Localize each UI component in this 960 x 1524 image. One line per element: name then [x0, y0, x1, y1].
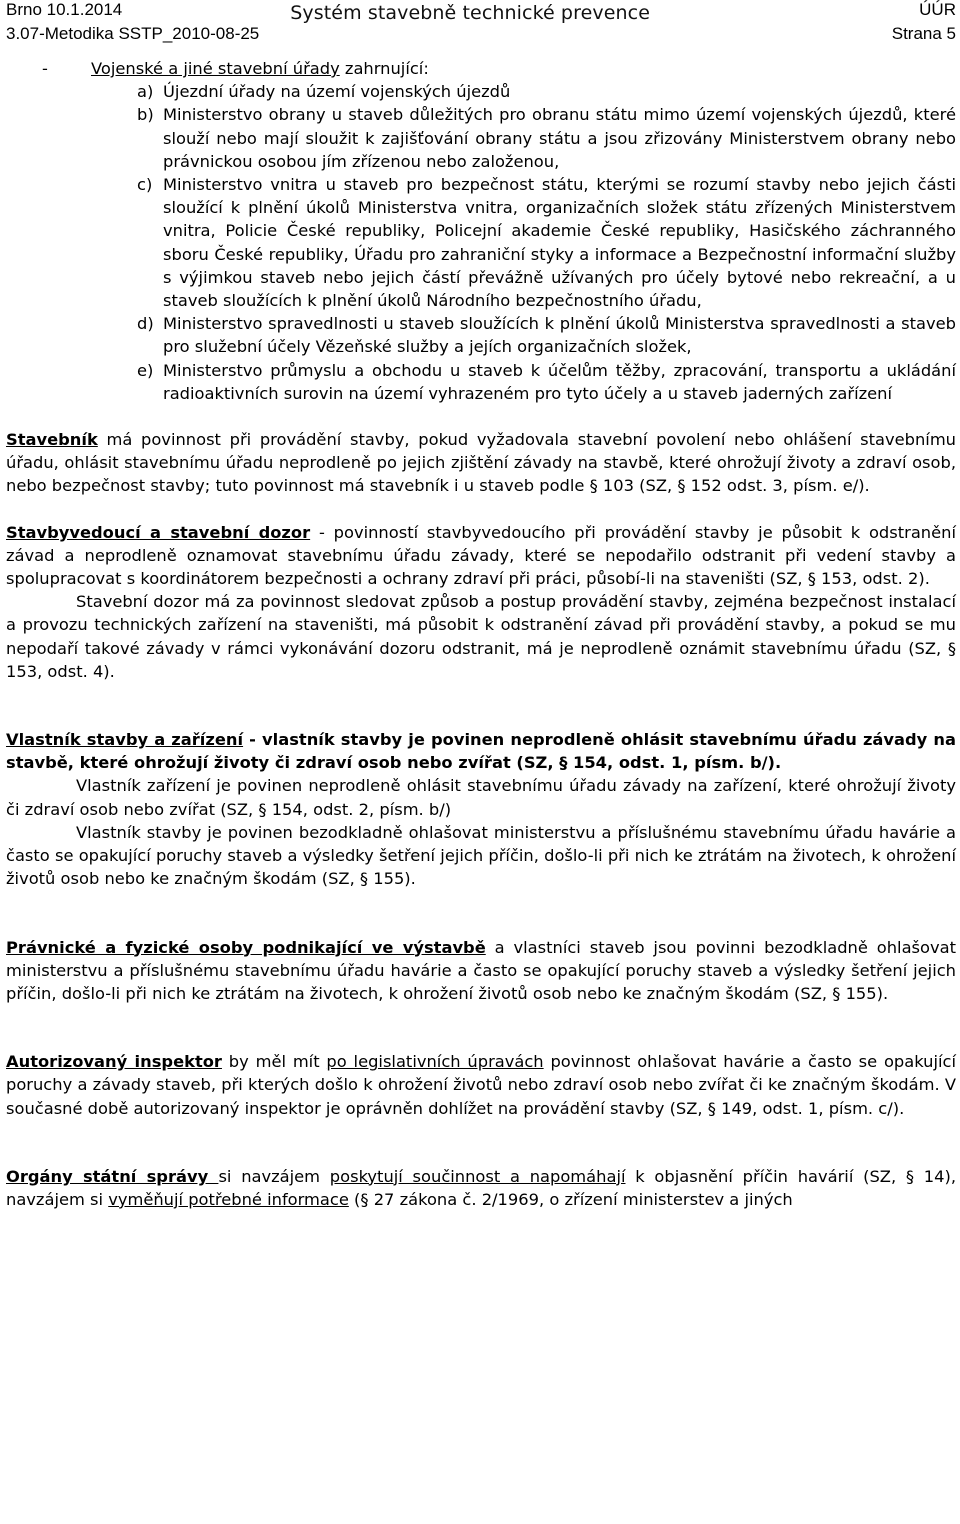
paragraph-text: má povinnost při provádění stavby, pokud vyžadovala stavební povolení nebo ohlášení stavebnímu úřadu, ohlásit stavebnímu úřadu neprodleně po jejich zjištění závady na stavbě, které ohrožují životy a zdraví osob, nebo bezpečnost stavby; tuto povinnost má stavebník i u staveb podle § 103 (SZ, § 152 odst. 3, písm. e/).	[6, 430, 956, 496]
paragraph-stavebni-dozor: Stavební dozor má za povinnost sledovat způsob a postup provádění stavby, zejména bezpečnost instalací a provozu technických zařízení na staveništi, má působit k odstranění závad při provádění stavby, a pokud se mu nepodaří takové závady v rámci vykonávání dozoru odstranit, má je neprodleně oznámit stavebnímu úřadu (SZ, § 153, odst. 4).	[6, 592, 956, 681]
list-item-text: Ministerstvo spravedlnosti u staveb sloužících k plnění úkolů Ministerstva spravedlnosti a staveb pro služební účely Vězeňské služby a jejích organizačních složek,	[163, 314, 956, 357]
list-item	[137, 103, 956, 173]
paragraph-vlastnik-stavby: Vlastník stavby je povinen bezodkladně ohlašovat ministerstvu a příslušnému stavebnímu úřadu havárie a často se opakující poruchy staveb a výsledky šetření jejich příčin, došlo-li při nich ke ztrátám na životech, k ohrožení životů osob nebo ke značným škodám (SZ, § 155).	[6, 822, 956, 889]
paragraph-organy	[6, 1165, 956, 1211]
paragraph-stavebnik	[6, 428, 956, 498]
underlined-phrase: poskytují součinnost a napomáhají	[329, 1166, 626, 1186]
paragraph-inspektor	[6, 1050, 956, 1120]
list-item	[137, 173, 956, 312]
paragraph-text: - vlastník stavby je povinen neprodleně ohlásit stavebnímu úřadu závady na stavbě, které ohrožují životy či zdraví osob nebo zvířat (SZ, § 154, odst. 1, písm. b/).	[6, 730, 956, 773]
paragraph-text: by měl mít	[221, 1052, 327, 1072]
list-item	[137, 312, 956, 358]
list-item	[137, 359, 956, 405]
list-item-text: Ministerstvo obrany u staveb důležitých pro obranu státu mimo území vojenských újezdů, které slouží nebo mají sloužit k zajišťování obrany státu a jsou zřizovány Ministerstvem obrany nebo právnickou osobou jím zřízenou nebo založenou,	[163, 105, 956, 171]
paragraph-text: (§ 27 zákona č. 2/1969, o zřízení ministerstev a jiných	[348, 1189, 793, 1209]
list-item-letter: c)	[137, 175, 153, 195]
list-heading-term: Vojenské a jiné stavební úřady	[91, 59, 340, 78]
page-header-title: Systém stavebně technické prevence	[290, 2, 650, 24]
term-organy: Orgány státní správy	[6, 1166, 219, 1186]
term-pravnicke-osoby: Právnické a fyzické osoby podnikající ve výstavbě	[6, 937, 486, 957]
paragraph-stavbyvedouci	[6, 521, 956, 591]
page-footer	[6, 0, 956, 48]
list-item-text: Ministerstvo vnitra u staveb pro bezpečnost státu, kterými se rozumí stavby nebo jejich části sloužící k plnění úkolů Ministerstva vnitra, organizačních složek státu zřízených Ministerstvem vnitra, Policie České republiky, Policejní akademie České republiky, Hasičského záchranného sboru České republiky, Úřadu pro zahraniční styky a informace a Bezpečnostní informační služby s výjimkou staveb nebo jejich částí převážně užívaných pro účely bytové nebo rekreační, a u staveb sloužících k plnění úkolů Národního bezpečnostního úřadu,	[163, 175, 956, 311]
authority-list	[137, 80, 956, 405]
list-item-letter: d)	[137, 314, 154, 334]
paragraph-text: - povinností stavbyvedoucího při provádění stavby je působit k odstranění závad a neprodleně oznamovat stavebnímu úřadu závady, které se nepodařilo odstranit při vedení stavby a spolupracovat s koordinátorem bezpečnosti a ochrany zdraví při práci, působí-li na staveništi (SZ, § 153, odst. 2).	[6, 522, 956, 589]
list-item-letter: a)	[137, 82, 154, 102]
paragraph-vlastnik	[6, 728, 956, 774]
paragraph-text: si navzájem	[218, 1166, 330, 1186]
underlined-phrase: vyměňují potřebné informace	[108, 1189, 349, 1209]
list-item	[137, 80, 956, 103]
list-item-letter: e)	[137, 360, 154, 380]
paragraph-pravnicke-osoby	[6, 936, 956, 1006]
footer-date: Brno 10.1.2014	[6, 0, 123, 19]
underlined-phrase: po legislativních úpravách	[326, 1052, 544, 1072]
paragraph-text: a vlastníci staveb jsou povinni bezodkladně ohlašovat ministerstvu a příslušnému stavebnímu úřadu havárie a často se opakující poruchy staveb a výsledky šetření jejich příčin, došlo-li při nich ke ztrátám na životech, k ohrožení životů osob nebo ke značným škodám (SZ, § 155).	[6, 937, 956, 1003]
list-heading-rest: zahrnující:	[339, 59, 429, 78]
term-inspektor: Autorizovaný inspektor	[6, 1052, 222, 1072]
list-item-letter: b)	[137, 105, 154, 125]
list-item-text: Újezdní úřady na území vojenských újezdů	[163, 82, 511, 102]
paragraph-vlastnik-zarizeni: Vlastník zařízení je povinen neprodleně ohlásit stavebnímu úřadu závady na zařízení, které ohrožují životy či zdraví osob nebo zvířat (SZ, § 154, odst. 2, písm. b/)	[6, 776, 956, 819]
term-stavebnik: Stavebník	[6, 430, 98, 450]
list-item-text: Ministerstvo průmyslu a obchodu u staveb k účelům těžby, zpracování, transportu a ukládání radioaktivních surovin na území vyhrazeném pro tyto účely a u staveb jaderných zařízení	[163, 360, 956, 403]
paragraph-text: povinnost ohlašovat havárie a často se opakující poruchy a závady staveb, při kterých došlo k ohrožení životů nebo zdraví osob nebo zvířat či ke značným škodám. V současné době autorizovaný inspektor je oprávněn dohlížet na provádění stavby (SZ, § 149, odst. 1, písm. c/).	[6, 1052, 956, 1118]
list-dash: -	[42, 59, 48, 78]
footer-organization: ÚÚR	[919, 0, 956, 19]
paragraph-text: k objasnění příčin havárií (SZ, § 14), navzájem si	[6, 1166, 956, 1209]
list-heading	[6, 57, 956, 80]
document-body	[6, 57, 956, 1211]
footer-document-id: 3.07-Metodika SSTP_2010-08-25	[6, 24, 260, 43]
footer-page-number: Strana 5	[891, 24, 956, 43]
term-stavbyvedouci: Stavbyvedoucí a stavební dozor	[6, 522, 311, 542]
term-vlastnik: Vlastník stavby a zařízení	[6, 730, 244, 750]
